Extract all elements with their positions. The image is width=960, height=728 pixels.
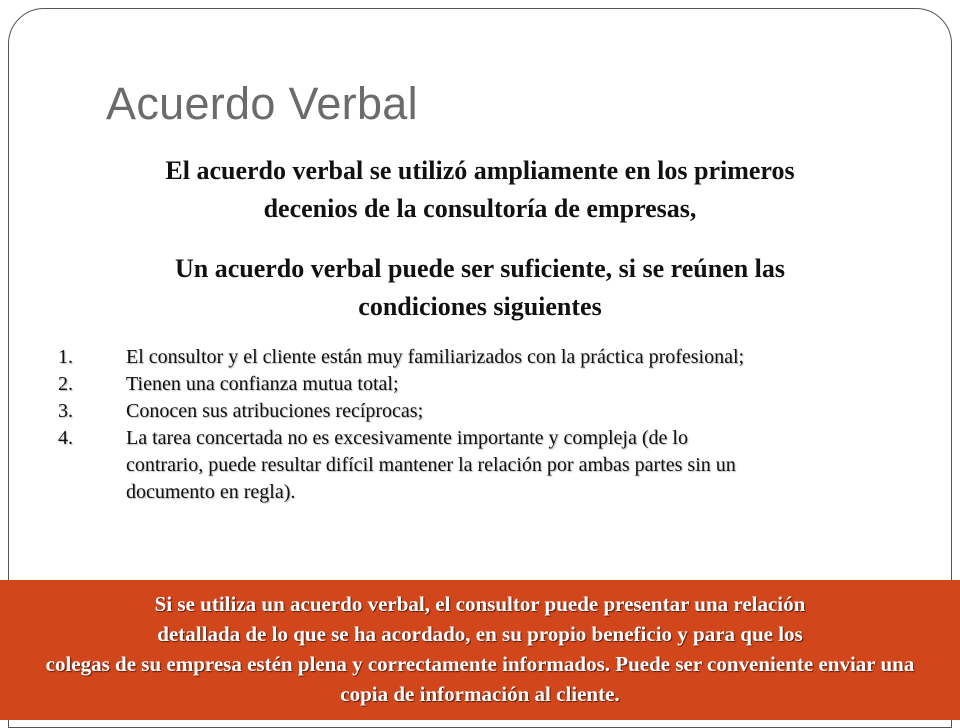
intro-line: El acuerdo verbal se utilizó ampliamente en los primeros [165, 156, 795, 185]
banner-line: copia de información al cliente. [340, 682, 620, 706]
list-item [58, 371, 888, 398]
condition-line: condiciones siguientes [358, 292, 602, 321]
list-number: 3. [58, 400, 73, 422]
list-line: contrario, puede resultar difícil mantener la relación por ambas partes sin un [126, 454, 736, 476]
list-item [58, 425, 888, 506]
list-line: documento en regla). [126, 481, 296, 503]
list-number: 2. [58, 373, 73, 395]
banner-line: Si se utiliza un acuerdo verbal, el consultor puede presentar una relación [154, 592, 806, 616]
list-text [126, 398, 888, 425]
list-number: 1. [58, 346, 73, 368]
intro-paragraph [60, 152, 900, 228]
list-line: El consultor y el cliente están muy familiarizados con la práctica profesional; [126, 346, 745, 368]
intro-line: decenios de la consultoría de empresas, [263, 194, 697, 223]
list-line: Conocen sus atribuciones recíprocas; [126, 400, 424, 422]
list-item [58, 344, 888, 371]
list-number: 4. [58, 427, 73, 449]
condition-line: Un acuerdo verbal puede ser suficiente, si se reúnen las [174, 254, 786, 283]
banner-line: colegas de su empresa estén plena y correctamente informados. Puede ser conveniente enviar una [45, 652, 915, 676]
condition-paragraph [60, 250, 900, 326]
banner-line: detallada de lo que se ha acordado, en su propio beneficio y para que los [157, 622, 803, 646]
list-text [126, 344, 888, 371]
list-line: Tienen una confianza mutua total; [126, 373, 399, 395]
list-text [126, 425, 888, 506]
list-item [58, 398, 888, 425]
note-banner [0, 580, 960, 720]
conditions-list [58, 344, 888, 506]
list-line: La tarea concertada no es excesivamente importante y compleja (de lo [126, 427, 688, 449]
list-text [126, 371, 888, 398]
slide-title: Acuerdo Verbal [106, 78, 418, 129]
